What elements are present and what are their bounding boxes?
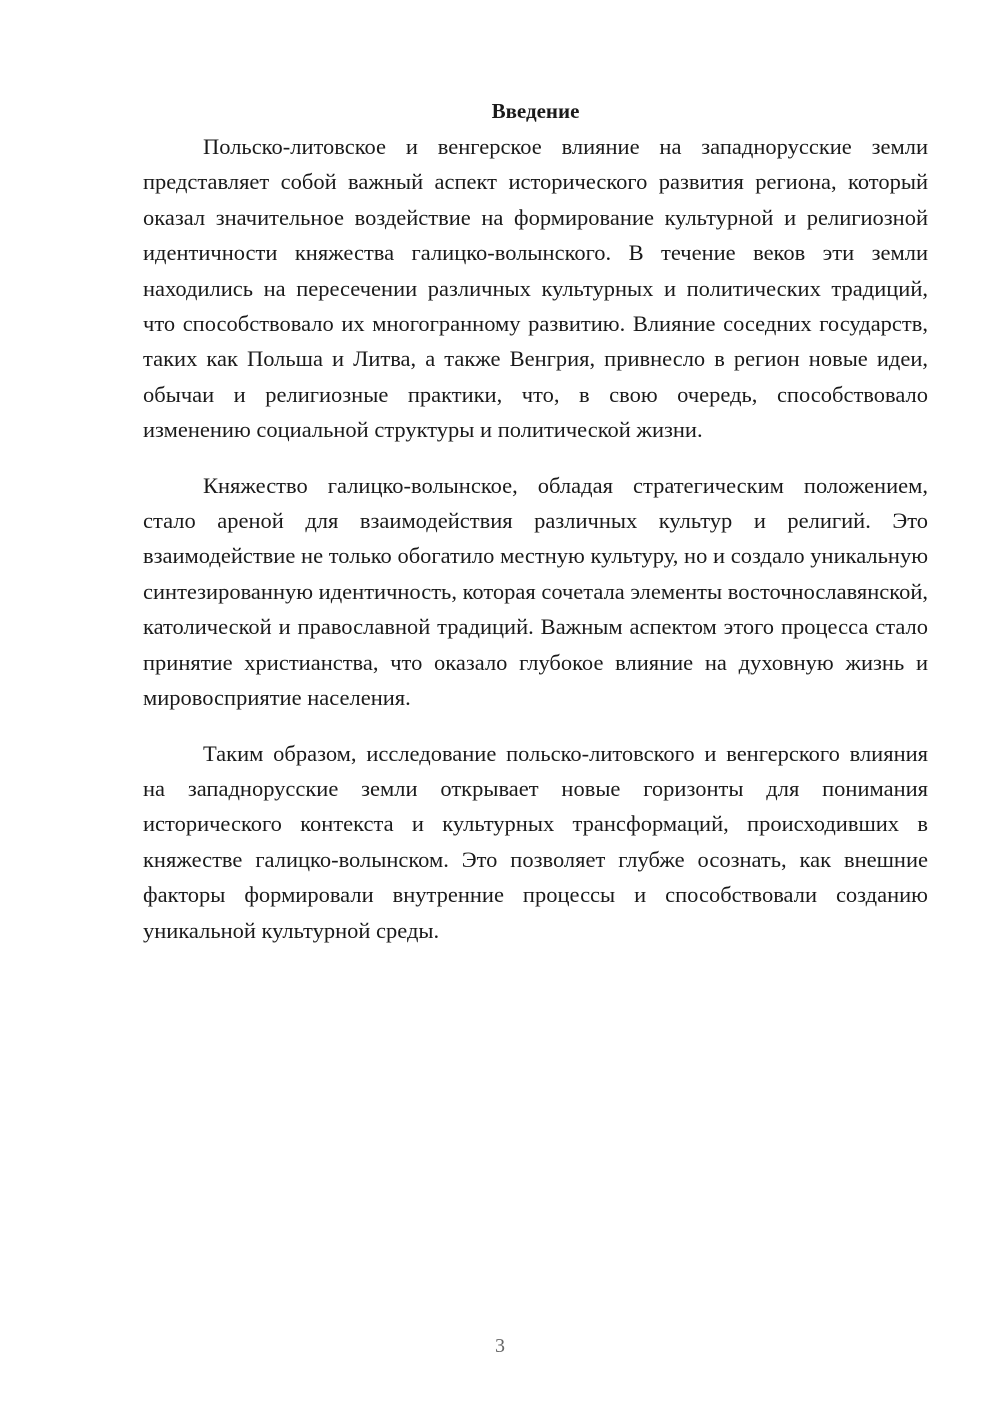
page-content xyxy=(143,93,928,948)
paragraph-3: Таким образом, исследование польско-литовского и венгерского влияния на западнорусские земли открывает новые горизонты для понимания исторического контекста и культурных трансформаций, происходивших в княжестве галицко-волынском. Это позволяет глубже осознать, как внешние факторы формировали внутренние процессы и способствовали созданию уникальной культурной среды. xyxy=(143,740,928,943)
paragraph-2: Княжество галицко-волынское, обладая стратегическим положением, стало ареной для взаимодействия различных культур и религий. Это взаимодействие не только обогатило местную культуру, но и создало уникальную синтезированную идентичность, которая сочетала элементы восточнославянской, католической и православной традиций. Важным аспектом этого процесса стало принятие христианства, что оказало глубокое влияние на духовную жизнь и мировосприятие населения. xyxy=(143,472,928,711)
section-heading: Введение xyxy=(491,99,580,123)
paragraph-1: Польско-литовское и венгерское влияние на западнорусские земли представляет собой важный аспект исторического развития региона, который оказал значительное воздействие на формирование культурной и религиозной идентичности княжества галицко-волынского. В течение веков эти земли находились на пересечении различных культурных и политических традиций, что способствовало их многогранному развитию. Влияние соседних государств, таких как Польша и Литва, а также Венгрия, привнесло в регион новые идеи, обычаи и религиозные практики, что, в свою очередь, способствовало изменению социальной структуры и политической жизни. xyxy=(143,134,928,443)
page-number: 3 xyxy=(495,1335,505,1357)
